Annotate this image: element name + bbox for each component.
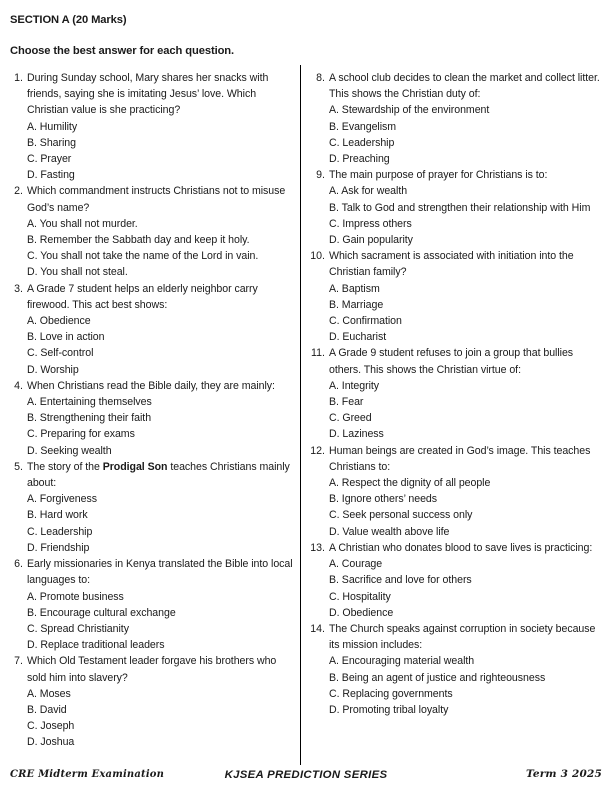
option-item[interactable]: B. Evangelism: [329, 120, 397, 133]
option-list: [27, 686, 294, 751]
option-item[interactable]: D. Replace traditional leaders: [27, 639, 165, 652]
option-list: [329, 281, 606, 346]
option-item[interactable]: D. Worship: [27, 363, 79, 376]
right-column: [308, 70, 606, 718]
question-number: 14.: [310, 622, 325, 635]
question-text: Which Old Testament leader forgave his brothers who sold him into slavery?: [27, 655, 277, 684]
question-number: 4.: [14, 379, 23, 392]
question-item: [308, 167, 606, 248]
question-text: A Christian who donates blood to save lives is practicing:: [329, 541, 593, 554]
option-list: [27, 394, 294, 459]
question-list-left: [8, 70, 294, 751]
question-number: 11.: [311, 347, 325, 360]
option-item[interactable]: C. Spread Christianity: [27, 622, 129, 635]
question-emphasis: Prodigal Son: [102, 460, 168, 473]
option-item[interactable]: A. Ask for wealth: [329, 185, 408, 198]
option-list: [329, 102, 606, 167]
option-item[interactable]: D. Obedience: [329, 606, 394, 619]
question-item: [8, 556, 294, 653]
option-list: [27, 589, 294, 654]
question-item: [308, 70, 606, 167]
option-item[interactable]: D. Gain popularity: [329, 234, 413, 247]
option-item[interactable]: B. Hard work: [27, 509, 88, 522]
question-text: A school club decides to clean the market and collect litter. This shows the Christian duty of:: [329, 72, 600, 101]
question-item: [8, 281, 294, 378]
question-item: [8, 459, 294, 556]
question-item: [308, 248, 606, 345]
question-text: Human beings are created in God’s image. This teaches Christians to:: [329, 444, 591, 473]
footer-exam-title: CRE Midterm Examination: [10, 768, 165, 780]
question-number: 12.: [310, 444, 325, 457]
question-body: [27, 653, 294, 750]
question-item: [8, 183, 294, 280]
question-number: 13.: [310, 541, 325, 554]
option-item[interactable]: A. Obedience: [27, 315, 91, 328]
option-item[interactable]: D. You shall not steal.: [27, 266, 128, 279]
question-item: [8, 378, 294, 459]
option-item[interactable]: B. Strengthening their faith: [27, 412, 152, 425]
question-text: The Church speaks against corruption in society because its mission includes:: [329, 622, 596, 652]
option-item[interactable]: A. Humility: [27, 120, 78, 133]
option-item[interactable]: D. Promoting tribal loyalty: [329, 703, 449, 716]
option-item[interactable]: C. Confirmation: [329, 315, 402, 328]
question-number: 6.: [14, 558, 23, 571]
question-body: [27, 281, 294, 378]
option-item[interactable]: B. Sacrifice and love for others: [329, 574, 472, 587]
question-text: Which sacrament is associated with initiation into the Christian family?: [329, 250, 574, 279]
option-item[interactable]: D. Value wealth above life: [329, 525, 450, 538]
option-item[interactable]: D. Friendship: [27, 541, 90, 554]
option-item[interactable]: B. Being an agent of justice and righteousness: [329, 671, 546, 684]
option-item[interactable]: C. Leadership: [329, 136, 395, 149]
option-item[interactable]: B. Fear: [329, 396, 364, 409]
option-item[interactable]: B. Talk to God and strengthen their relationship with Him: [329, 201, 591, 214]
question-item: [308, 443, 606, 540]
question-body: [27, 459, 294, 556]
question-text: The main purpose of prayer for Christians is to:: [329, 169, 548, 182]
option-item[interactable]: A. Entertaining themselves: [27, 396, 152, 409]
question-item: [8, 653, 294, 750]
question-number: 2.: [14, 185, 23, 198]
question-body: [329, 540, 606, 621]
option-item[interactable]: C. Prayer: [27, 153, 72, 166]
page-footer: [0, 766, 612, 792]
footer-term: Term 3 2025: [526, 768, 602, 780]
question-text: A Grade 7 student helps an elderly neighbor carry firewood. This act best shows:: [27, 282, 258, 311]
option-item[interactable]: B. Sharing: [27, 136, 76, 149]
option-item[interactable]: D. Joshua: [27, 736, 75, 749]
question-body: [27, 70, 294, 183]
option-item[interactable]: C. Joseph: [27, 720, 75, 733]
option-item[interactable]: C. Greed: [329, 412, 372, 425]
question-columns: [0, 70, 612, 765]
option-item[interactable]: C. You shall not take the name of the Lord in vain.: [27, 250, 259, 263]
option-list: [329, 556, 606, 621]
question-item: [308, 621, 606, 718]
option-item[interactable]: C. Leadership: [27, 525, 93, 538]
question-body: [329, 70, 606, 167]
question-number: 7.: [14, 655, 23, 668]
option-item[interactable]: D. Seeking wealth: [27, 444, 112, 457]
option-item[interactable]: B. Love in action: [27, 331, 105, 344]
option-item[interactable]: B. Marriage: [329, 298, 384, 311]
question-number: 10.: [310, 250, 325, 263]
option-item[interactable]: B. David: [27, 703, 67, 716]
option-item[interactable]: A. Respect the dignity of all people: [329, 477, 491, 490]
option-item[interactable]: A. Encouraging material wealth: [329, 655, 475, 668]
question-body: [329, 443, 606, 540]
option-item[interactable]: B. Encourage cultural exchange: [27, 606, 176, 619]
left-column: [8, 70, 294, 751]
option-list: [27, 119, 294, 184]
question-number: 1.: [14, 72, 23, 84]
option-item[interactable]: C. Preparing for exams: [27, 428, 135, 441]
question-number: 9.: [316, 169, 325, 182]
question-text: The story of the Prodigal Son teaches Christians mainly about:: [27, 460, 290, 490]
option-item[interactable]: A. You shall not murder.: [27, 217, 138, 230]
option-item[interactable]: D. Fasting: [27, 169, 75, 182]
option-item[interactable]: A. Moses: [27, 687, 71, 700]
question-number: 5.: [14, 460, 23, 473]
question-item: [8, 70, 294, 183]
option-item[interactable]: A. Baptism: [329, 282, 380, 295]
question-text: When Christians read the Bible daily, they are mainly:: [27, 379, 275, 392]
question-body: [329, 248, 606, 345]
option-item[interactable]: C. Impress others: [329, 217, 412, 230]
question-number: 3.: [14, 282, 23, 295]
question-body: [329, 167, 606, 248]
question-body: [329, 621, 606, 718]
question-body: [27, 556, 294, 653]
option-item[interactable]: A. Forgiveness: [27, 493, 97, 506]
option-list: [329, 183, 606, 248]
option-list: [329, 475, 606, 540]
option-item[interactable]: D. Laziness: [329, 428, 384, 441]
option-item[interactable]: C. Replacing governments: [329, 687, 453, 700]
question-body: [27, 183, 294, 280]
option-item[interactable]: A. Promote business: [27, 590, 124, 603]
option-item[interactable]: B. Ignore others’ needs: [329, 493, 437, 506]
option-list: [27, 313, 294, 378]
question-item: [308, 540, 606, 621]
option-list: [27, 216, 294, 281]
option-item[interactable]: A. Stewardship of the environment: [329, 104, 490, 117]
question-text: A Grade 9 student refuses to join a group that bullies others. This shows the Christian virtue of:: [329, 347, 574, 376]
question-body: [329, 345, 606, 442]
option-list: [27, 491, 294, 556]
option-item[interactable]: A. Courage: [329, 558, 383, 571]
option-item[interactable]: C. Hospitality: [329, 590, 391, 603]
question-text: During Sunday school, Mary shares her snacks with friends, saying she is imitating Jesus’ love. Which Christian value is she practicing?: [27, 72, 269, 117]
question-list-right: [308, 70, 606, 718]
option-list: [329, 378, 606, 443]
section-heading: SECTION A (20 Marks): [10, 14, 127, 26]
option-item[interactable]: A. Integrity: [329, 379, 380, 392]
option-item[interactable]: C. Seek personal success only: [329, 509, 473, 522]
question-text: Early missionaries in Kenya translated the Bible into local languages to:: [27, 558, 293, 587]
option-list: [329, 653, 606, 718]
question-number: 8.: [316, 72, 325, 84]
question-body: [27, 378, 294, 459]
option-item[interactable]: C. Self-control: [27, 347, 94, 360]
question-item: [308, 345, 606, 442]
instruction-text: Choose the best answer for each question.: [10, 45, 235, 57]
footer-series-title: KJSEA PREDICTION SERIES: [224, 769, 388, 781]
option-item[interactable]: D. Preaching: [329, 153, 390, 166]
option-item[interactable]: D. Eucharist: [329, 331, 387, 344]
question-text: Which commandment instructs Christians not to misuse God’s name?: [27, 185, 286, 214]
option-item[interactable]: B. Remember the Sabbath day and keep it holy.: [27, 234, 250, 247]
